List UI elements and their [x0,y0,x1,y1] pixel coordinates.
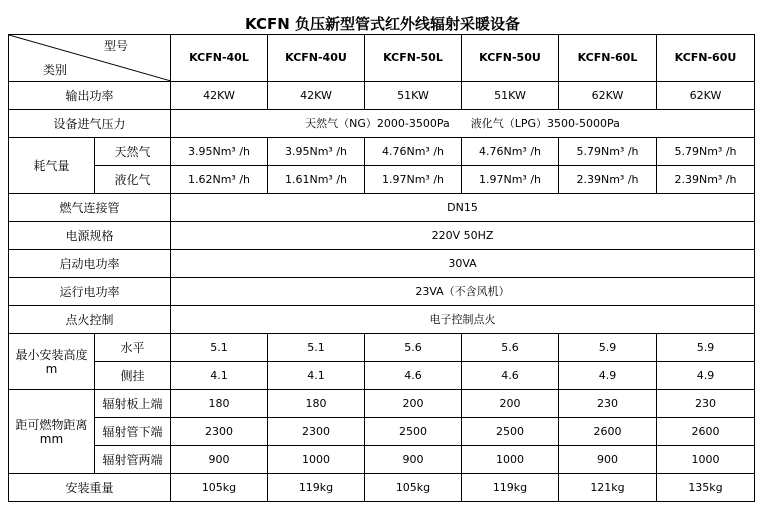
table-cell: 1000 [268,446,365,474]
sub-label-natural-gas: 天然气 [95,138,171,166]
model-header: KCFN-50L [365,35,462,82]
table-row [9,446,755,474]
table-cell: 4.6 [365,362,462,390]
table-cell: 5.1 [171,334,268,362]
table-cell: 2300 [171,418,268,446]
table-row [9,194,755,222]
table-cell: 105kg [365,474,462,502]
diagonal-divider [9,35,170,81]
table-cell: 5.6 [365,334,462,362]
model-header: KCFN-40U [268,35,365,82]
row-label-weight: 安装重量 [9,474,171,502]
table-cell: 42KW [171,82,268,110]
table-cell: 3.95Nm³ /h [171,138,268,166]
model-header: KCFN-50U [462,35,559,82]
table-cell: 4.6 [462,362,559,390]
table-cell: 4.9 [657,362,755,390]
table-cell: 3.95Nm³ /h [268,138,365,166]
sub-label-ends: 辐射管两端 [95,446,171,474]
table-cell: 180 [268,390,365,418]
table-cell: 2.39Nm³ /h [657,166,755,194]
table-cell: 230 [657,390,755,418]
sub-label-lpg: 液化气 [95,166,171,194]
table-cell: 900 [559,446,657,474]
table-row [9,138,755,166]
table-cell: 5.9 [559,334,657,362]
startup-power-value: 30VA [171,250,755,278]
row-label-power: 输出功率 [9,82,171,110]
table-cell: 5.79Nm³ /h [559,138,657,166]
table-cell: 5.79Nm³ /h [657,138,755,166]
table-cell: 230 [559,390,657,418]
model-header-label: 型号 [103,39,128,53]
row-label-min-height: 最小安装高度 m [9,334,95,390]
gas-connection-value: DN15 [171,194,755,222]
ignition-value: 电子控制点火 [171,306,755,334]
table-cell: 1.61Nm³ /h [268,166,365,194]
row-label-ignition: 点火控制 [9,306,171,334]
table-cell: 4.9 [559,362,657,390]
table-cell: 200 [462,390,559,418]
table-row [9,166,755,194]
sub-label-horizontal: 水平 [95,334,171,362]
table-cell: 2.39Nm³ /h [559,166,657,194]
model-header: KCFN-60U [657,35,755,82]
table-cell: 4.1 [268,362,365,390]
table-cell: 135kg [657,474,755,502]
table-cell: 200 [365,390,462,418]
sub-label-side: 侧挂 [95,362,171,390]
table-row [9,390,755,418]
row-label-startup-power: 启动电功率 [9,250,171,278]
table-cell: 5.9 [657,334,755,362]
header-row [9,35,755,82]
table-cell: 51KW [462,82,559,110]
running-power-value: 23VA（不含风机） [171,278,755,306]
table-row [9,110,755,138]
table-cell: 62KW [559,82,657,110]
table-cell: 42KW [268,82,365,110]
table-cell: 1.97Nm³ /h [365,166,462,194]
row-label-consumption: 耗气量 [9,138,95,194]
sub-label-top: 辐射板上端 [95,390,171,418]
table-cell: 1.62Nm³ /h [171,166,268,194]
table-cell: 5.6 [462,334,559,362]
table-cell: 2500 [365,418,462,446]
table-cell: 900 [365,446,462,474]
table-cell: 105kg [171,474,268,502]
table-cell: 119kg [462,474,559,502]
row-label-pressure: 设备进气压力 [9,110,171,138]
table-row [9,278,755,306]
model-header: KCFN-60L [559,35,657,82]
table-cell: 1.97Nm³ /h [462,166,559,194]
row-label-gas-connection: 燃气连接管 [9,194,171,222]
table-row [9,306,755,334]
category-header-label: 类别 [43,63,68,77]
table-row [9,474,755,502]
table-row [9,418,755,446]
power-supply-value: 220V 50HZ [171,222,755,250]
row-label-distance: 距可燃物距离 mm [9,390,95,474]
table-row [9,250,755,278]
table-cell: 2500 [462,418,559,446]
sub-label-bottom: 辐射管下端 [95,418,171,446]
table-cell: 121kg [559,474,657,502]
table-cell: 900 [171,446,268,474]
table-cell: 180 [171,390,268,418]
table-cell: 1000 [462,446,559,474]
row-label-running-power: 运行电功率 [9,278,171,306]
table-cell: 4.76Nm³ /h [365,138,462,166]
table-cell: 51KW [365,82,462,110]
table-row [9,362,755,390]
row-label-power-supply: 电源规格 [9,222,171,250]
model-header: KCFN-40L [171,35,268,82]
table-cell: 5.1 [268,334,365,362]
table-cell: 1000 [657,446,755,474]
table-row [9,82,755,110]
table-cell: 2600 [657,418,755,446]
header-corner-cell [9,35,171,82]
spec-table [8,34,755,502]
pressure-value: 天然气（NG）2000-3500Pa 液化气（LPG）3500-5000Pa [171,110,755,138]
table-cell: 119kg [268,474,365,502]
table-cell: 4.1 [171,362,268,390]
table-cell: 4.76Nm³ /h [462,138,559,166]
table-row [9,222,755,250]
table-cell: 2300 [268,418,365,446]
table-cell: 2600 [559,418,657,446]
table-row [9,334,755,362]
table-title: KCFN 负压新型管式红外线辐射采暖设备 [245,15,520,33]
table-cell: 62KW [657,82,755,110]
